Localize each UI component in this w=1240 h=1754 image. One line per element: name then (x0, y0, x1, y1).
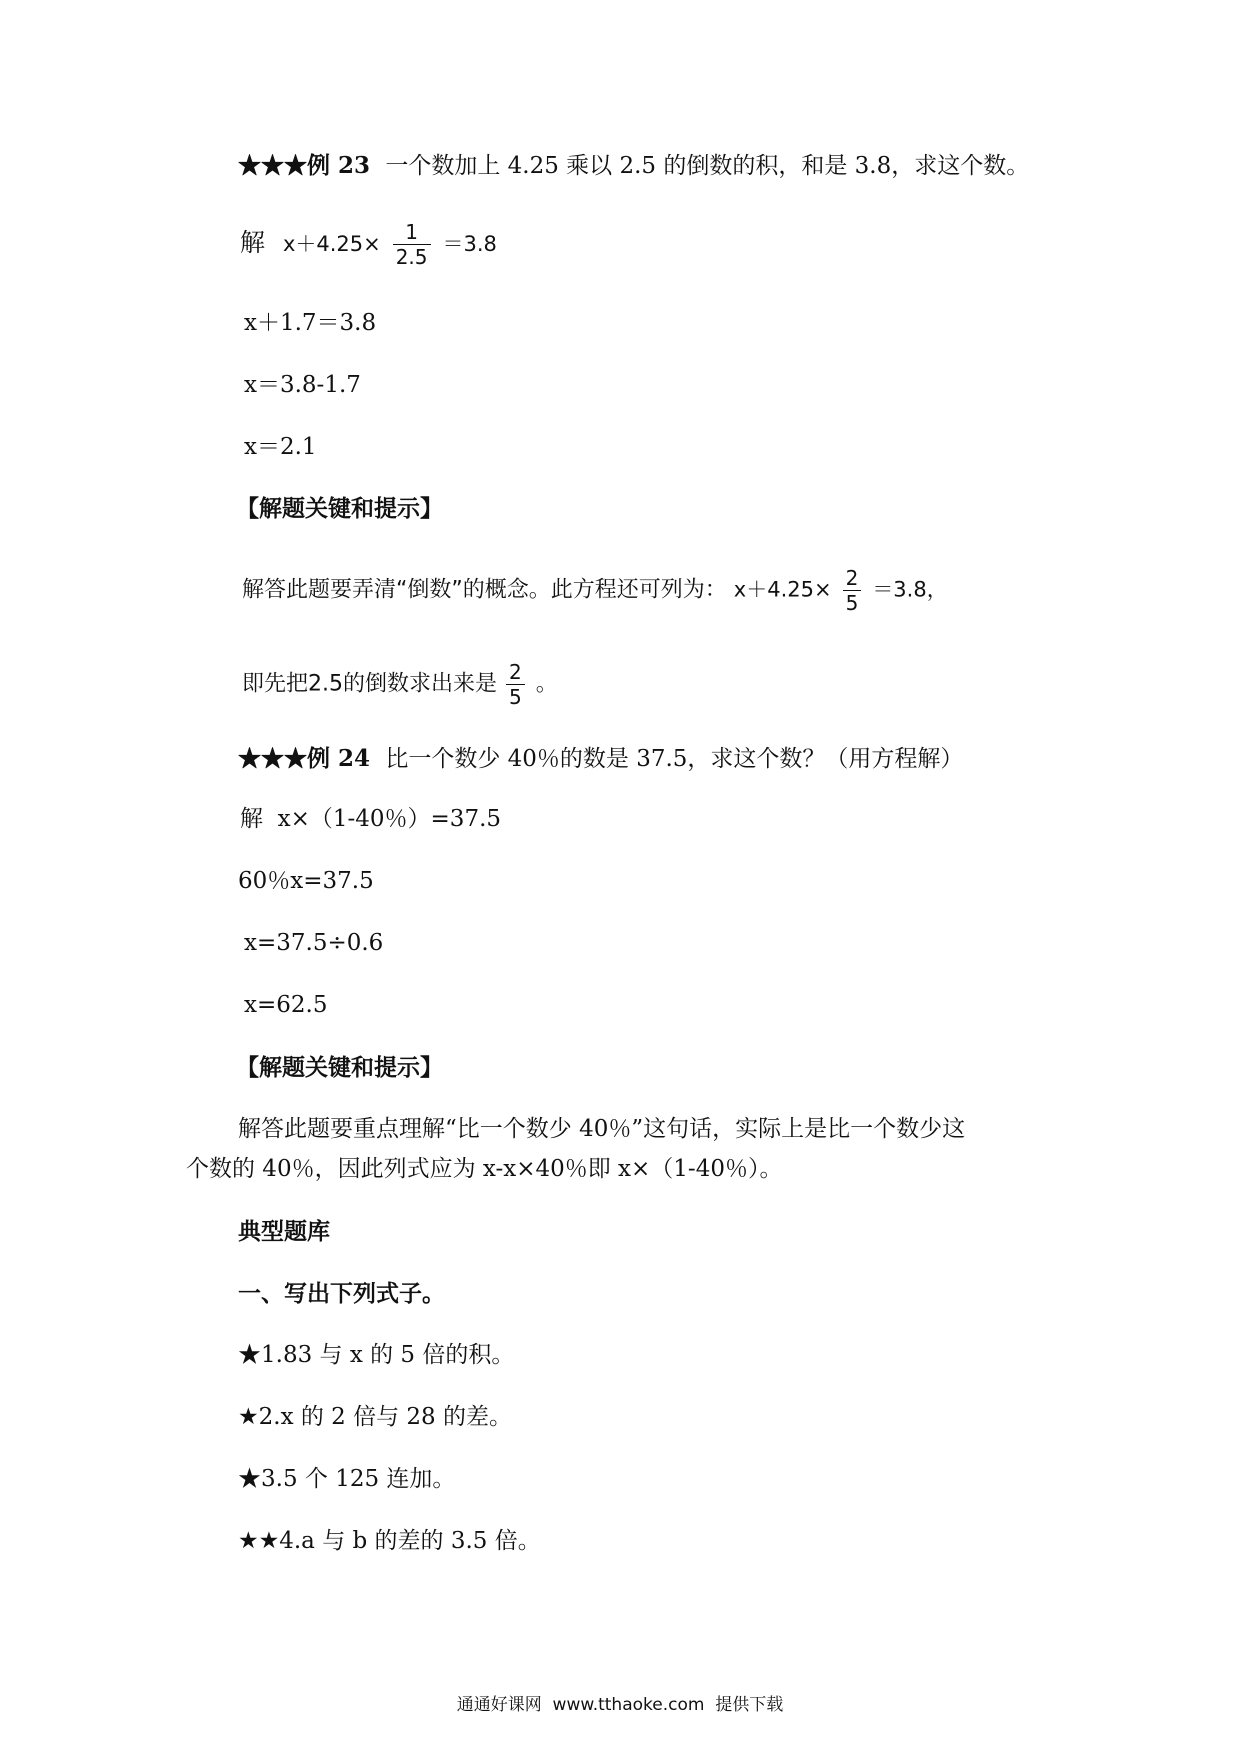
hint-text: 即先把2.5的倒数求出来是 (242, 671, 497, 697)
example-23-step-1: x＋1.7＝3.8 (244, 310, 377, 336)
fraction-denominator: 2.5 (395, 245, 428, 269)
list-item: ★1.83 与 x 的 5 倍的积。 (238, 1342, 515, 1368)
list-item: ★★4.a 与 b 的差的 3.5 倍。 (238, 1528, 541, 1554)
example-23-hint-2 (242, 662, 558, 707)
example-24-hint-line-1: 解答此题要重点理解“比一个数少 40％”这句话，实际上是比一个数少这 (238, 1116, 966, 1142)
example-23-question (238, 154, 1029, 178)
example-23-step-3: x＝2.1 (244, 434, 317, 460)
example-23-step-2: x＝3.8-1.7 (244, 372, 361, 398)
example-24-solution: 解 x×（1-40％）=37.5 (240, 806, 502, 832)
example-24-step-2: x=37.5÷0.6 (244, 930, 384, 956)
solution-equation-rhs: ＝3.8 (442, 232, 497, 256)
example-24-question (238, 747, 963, 771)
example-24-key-heading: 【解题关键和提示】 (236, 1054, 443, 1081)
question-bank-section: 一、写出下列式子。 (238, 1280, 445, 1307)
solution-prefix: 解 (240, 228, 266, 257)
example-24-title: ★★★例 24 (238, 745, 371, 772)
fraction-denominator: 5 (509, 685, 522, 709)
example-24-text: 比一个数少 40％的数是 37.5，求这个数？（用方程解） (385, 746, 964, 772)
hint-fraction (843, 568, 862, 613)
example-23-key-heading: 【解题关键和提示】 (236, 495, 443, 522)
fraction-numerator: 2 (843, 568, 862, 591)
example-24-step-1: 60％x=37.5 (238, 868, 374, 894)
list-item: ★3.5 个 125 连加。 (238, 1466, 456, 1492)
question-bank-heading: 典型题库 (238, 1218, 330, 1245)
example-23-text: 一个数加上 4.25 乘以 2.5 的倒数的积，和是 3.8，求这个数。 (385, 153, 1030, 179)
hint-equation-lhs: x＋4.25× (733, 577, 832, 602)
hint-text: 解答此题要弄清“倒数”的概念。此方程还可列为： (242, 577, 727, 603)
list-item: ★2.x 的 2 倍与 28 的差。 (238, 1404, 512, 1430)
example-23-title: ★★★例 23 (238, 152, 371, 179)
example-24-step-3: x=62.5 (244, 992, 328, 1018)
fraction-numerator: 2 (506, 662, 525, 685)
hint-equation-rhs: ＝3.8， (872, 577, 948, 602)
page-footer: 通通好课网 www.tthaoke.com 提供下载 (456, 1695, 784, 1715)
hint-fraction (506, 662, 525, 707)
example-23-solution (240, 222, 497, 267)
example-24-hint-line-2: 个数的 40％，因此列式应为 x-x×40％即 x×（1-40％）。 (186, 1156, 783, 1182)
solution-fraction (393, 222, 431, 267)
fraction-numerator: 1 (393, 222, 431, 245)
fraction-denominator: 5 (845, 591, 859, 615)
example-23-hint-1 (242, 568, 948, 613)
solution-equation-lhs: x＋4.25× (282, 232, 381, 256)
hint-end: 。 (535, 671, 558, 697)
